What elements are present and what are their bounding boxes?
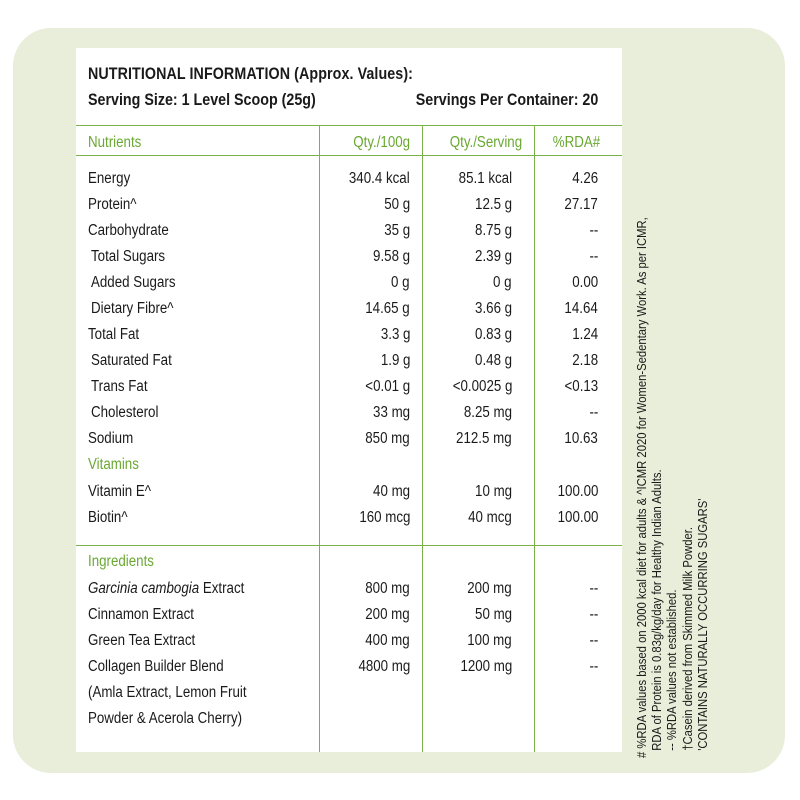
nutrient-name: Total Sugars: [91, 248, 166, 265]
qty-100g: 400 mg: [365, 632, 410, 649]
table-row: [76, 218, 622, 244]
table-row: [76, 400, 622, 426]
qty-100g: 14.65 g: [365, 300, 410, 317]
rda-value: --: [589, 632, 598, 649]
qty-100g: 1.9 g: [380, 352, 410, 369]
table-row: [76, 505, 622, 531]
qty-serving: 0.48 g: [474, 352, 512, 369]
table-row: [76, 628, 622, 654]
rda-value: 100.00: [557, 483, 598, 500]
footnote-line: 'CONTAINS NATURALLY OCCURRING SUGARS': [695, 498, 710, 751]
table-row: [76, 348, 622, 374]
label-header: [88, 64, 612, 116]
ingredient-name: Green Tea Extract: [88, 632, 196, 649]
rda-value: 10.63: [564, 430, 598, 447]
serving-info: [88, 90, 612, 116]
qty-serving: 10 mg: [474, 483, 512, 500]
qty-serving: 200 mg: [467, 580, 512, 597]
footnote-line: # %RDA values based on 2000 kcal diet for adults & ^ICMR 2020 for Women-Sedentary Work. As per ICMR,: [635, 217, 649, 758]
nutrient-name: Trans Fat: [91, 378, 148, 395]
qty-serving: 2.39 g: [474, 248, 512, 265]
qty-100g: 3.3 g: [380, 326, 410, 343]
qty-serving: <0.0025 g: [452, 378, 512, 395]
qty-serving: 40 mcg: [468, 509, 512, 526]
rda-value: <0.13: [564, 378, 598, 395]
header-qty-serving: Qty./Serving: [449, 134, 522, 151]
qty-100g: 800 mg: [365, 580, 410, 597]
rda-value: --: [589, 606, 598, 623]
vitamins-heading: Vitamins: [88, 456, 139, 473]
qty-serving: 8.75 g: [474, 222, 512, 239]
rda-value: 0.00: [572, 274, 598, 291]
table-row: [76, 602, 622, 628]
qty-100g: 50 g: [384, 196, 410, 213]
footnote-line: †Casein derived from Skimmed Milk Powder.: [680, 526, 695, 751]
header-rule-top: [76, 125, 622, 126]
blend-detail-line: (Amla Extract, Lemon Fruit: [88, 684, 247, 701]
nutrient-name: Saturated Fat: [91, 352, 172, 369]
serving-size: Serving Size: 1 Level Scoop (25g): [88, 90, 316, 109]
qty-serving: 1200 mg: [460, 658, 512, 675]
qty-100g: 200 mg: [365, 606, 410, 623]
rda-value: --: [589, 404, 598, 421]
rotated-footnotes: [635, 58, 765, 758]
qty-100g: 9.58 g: [372, 248, 410, 265]
table-row: [76, 166, 622, 192]
servings-per-container: Servings Per Container: 20: [415, 90, 598, 109]
qty-serving: 0 g: [493, 274, 512, 291]
ingredient-name-italic: Garcinia cambogia: [88, 580, 200, 597]
qty-100g: 35 g: [384, 222, 410, 239]
table-row: [76, 192, 622, 218]
rda-value: 100.00: [557, 509, 598, 526]
rda-value: 1.24: [572, 326, 598, 343]
rda-value: 2.18: [572, 352, 598, 369]
rda-value: --: [589, 222, 598, 239]
blend-detail-line: Powder & Acerola Cherry): [88, 710, 243, 727]
ingredient-name: Collagen Builder Blend: [88, 658, 224, 675]
nutrition-label: [76, 48, 622, 752]
table-row: [76, 426, 622, 452]
rda-value: 14.64: [564, 300, 598, 317]
ingredient-name: [88, 576, 244, 602]
table-row: [76, 374, 622, 400]
qty-100g: 4800 mg: [358, 658, 410, 675]
table-row: [76, 576, 622, 602]
table-row: [76, 654, 622, 680]
qty-serving: 50 mg: [474, 606, 512, 623]
ingredients-rule: [76, 545, 622, 546]
label-title: NUTRITIONAL INFORMATION (Approx. Values):: [88, 64, 414, 83]
ingredient-name-rest: Extract: [199, 580, 245, 597]
header-nutrients: Nutrients: [88, 134, 142, 151]
qty-serving: 12.5 g: [474, 196, 512, 213]
table-row: [76, 244, 622, 270]
nutrient-name: Dietary Fibre^: [91, 300, 174, 317]
table-row: [76, 296, 622, 322]
qty-100g: 33 mg: [372, 404, 410, 421]
nutrient-name: Energy: [88, 170, 131, 187]
rda-value: --: [589, 658, 598, 675]
header-rda: %RDA#: [552, 134, 600, 151]
header-qty-100g: Qty./100g: [353, 134, 410, 151]
qty-100g: 0 g: [391, 274, 410, 291]
table-row: [76, 322, 622, 348]
nutrient-name: Total Fat: [88, 326, 140, 343]
rda-value: 4.26: [572, 170, 598, 187]
qty-serving: 0.83 g: [474, 326, 512, 343]
qty-100g: 340.4 kcal: [349, 170, 410, 187]
ingredient-name: Cinnamon Extract: [88, 606, 194, 623]
nutrient-name: Carbohydrate: [88, 222, 169, 239]
qty-100g: 40 mg: [372, 483, 410, 500]
qty-100g: 160 mcg: [358, 509, 410, 526]
nutrient-name: Cholesterol: [91, 404, 159, 421]
rda-value: 27.17: [564, 196, 598, 213]
nutrient-name: Added Sugars: [91, 274, 176, 291]
table-header-row: [76, 130, 622, 156]
table-row: [76, 270, 622, 296]
vitamin-name: Biotin^: [88, 509, 128, 526]
ingredients-heading: Ingredients: [88, 553, 154, 570]
table-row: [76, 680, 622, 706]
vitamin-name: Vitamin E^: [88, 483, 152, 500]
qty-serving: 100 mg: [467, 632, 512, 649]
qty-serving: 85.1 kcal: [458, 170, 512, 187]
footnote-line: -- %RDA values not established.: [665, 589, 680, 751]
qty-100g: 850 mg: [365, 430, 410, 447]
rda-value: --: [589, 580, 598, 597]
qty-serving: 3.66 g: [474, 300, 512, 317]
rda-value: --: [589, 248, 598, 265]
table-row: [76, 479, 622, 505]
qty-serving: 8.25 mg: [463, 404, 512, 421]
qty-100g: <0.01 g: [365, 378, 410, 395]
nutrient-name: Protein^: [88, 196, 137, 213]
qty-serving: 212.5 mg: [456, 430, 512, 447]
footnote-line: RDA of Protein is 0.83g/kg/day for Healthy Indian Adults.: [650, 469, 665, 751]
table-row: [76, 706, 622, 732]
nutrient-name: Sodium: [88, 430, 134, 447]
